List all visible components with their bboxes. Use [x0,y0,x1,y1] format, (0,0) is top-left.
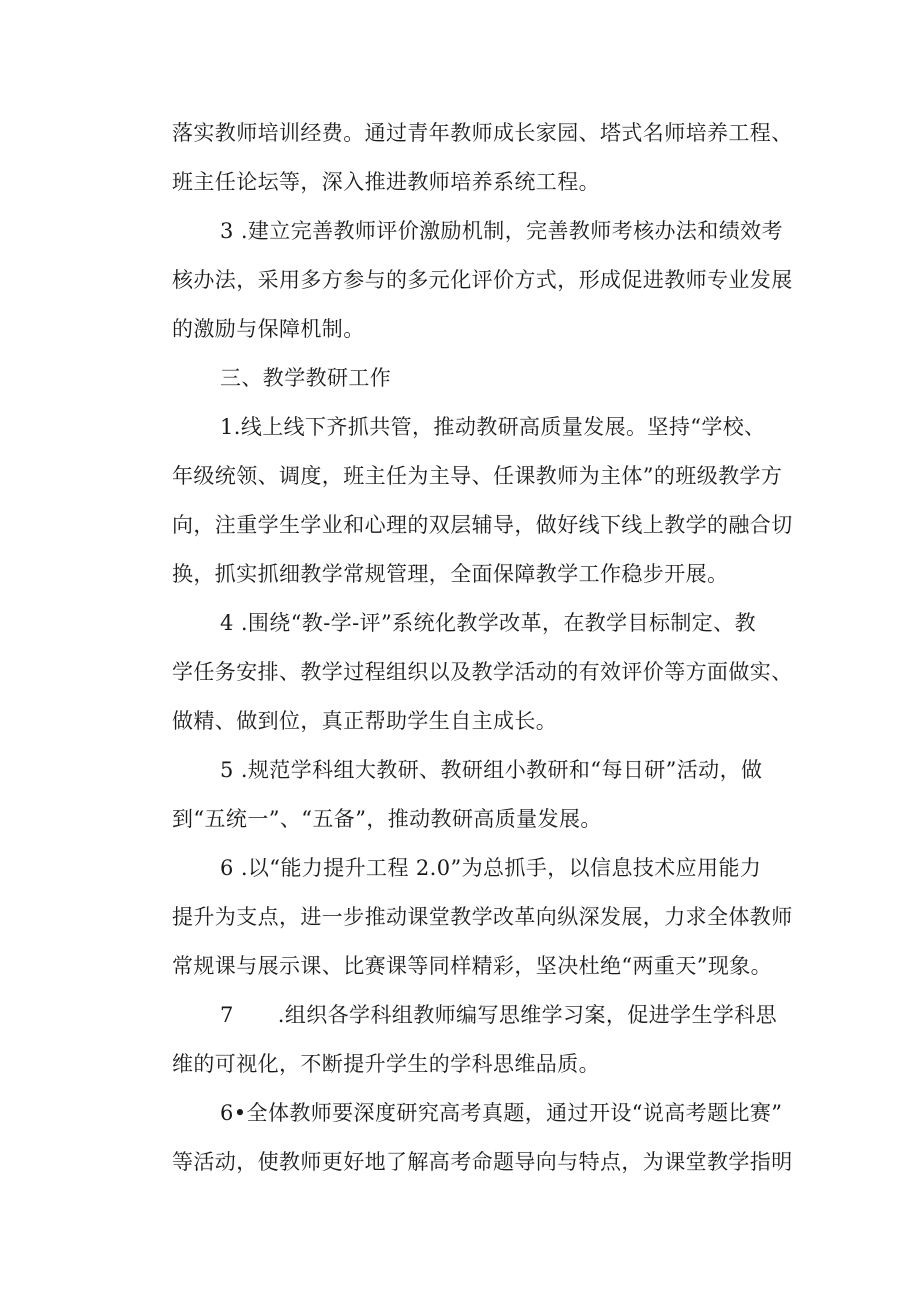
paragraph-line: 换，抓实抓细教学常规管理，全面保障教学工作稳步开展。 [172,562,729,586]
paragraph-line: 向，注重学生学业和心理的双层辅导，做好线下线上教学的融合切 [172,513,793,537]
paragraph-line: 5 .规范学科组大教研、教研组小教研和“每日研”活动，做 [220,758,763,782]
section-heading: 三、教学教研工作 [220,366,392,390]
paragraph-line: 维的可视化，不断提升学生的学科思维品质。 [172,1052,600,1076]
paragraph-line-item-7 [220,1000,820,1030]
paragraph-line: 等活动，使教师更好地了解高考命题导向与特点，为课堂教学指明 [172,1150,793,1174]
paragraph-line: 落实教师培训经费。通过青年教师成长家园、塔式名师培养工程、 [172,121,793,145]
paragraph-line: 1.线上线下齐抓共管，推动教研高质量发展。坚持“学校、 [220,415,766,439]
paragraph-line: 的激励与保障机制。 [172,317,365,341]
paragraph-line: 到“五统一”、“五备”，推动教研高质量发展。 [172,807,602,831]
paragraph-line: 3 .建立完善教师评价激励机制，完善教师考核办法和绩效考 [220,219,783,243]
item-text: .组织各学科组教师编写思维学习案，促进学生学科思 [277,1003,778,1027]
paragraph-line: 6 .以“能力提升工程 2.0”为总抓手，以信息技术应用能力 [220,856,762,880]
paragraph-line: 学任务安排、教学过程组织以及教学活动的有效评价等方面做实、 [172,660,793,684]
paragraph-line: 年级统领、调度，班主任为主导、任课教师为主体”的班级教学方 [172,464,783,488]
paragraph-line: 6•全体教师要深度研究高考真题，通过开设“说高考题比赛” [220,1101,783,1125]
paragraph-line: 核办法，采用多方参与的多元化评价方式，形成促进教师专业发展 [172,268,793,292]
paragraph-line: 班主任论坛等，深入推进教师培养系统工程。 [172,170,600,194]
paragraph-line: 提升为支点，进一步推动课堂教学改革向纵深发展，力求全体教师 [172,905,793,929]
paragraph-line: 4 .围绕“教-学-评”系统化教学改革，在教学目标制定、教 [220,611,756,635]
paragraph-line: 常规课与展示课、比赛课等同样精彩，坚决杜绝“两重天”现象。 [172,954,773,978]
paragraph-line: 做精、做到位，真正帮助学生自主成长。 [172,709,558,733]
item-number: 7 [220,1003,234,1027]
